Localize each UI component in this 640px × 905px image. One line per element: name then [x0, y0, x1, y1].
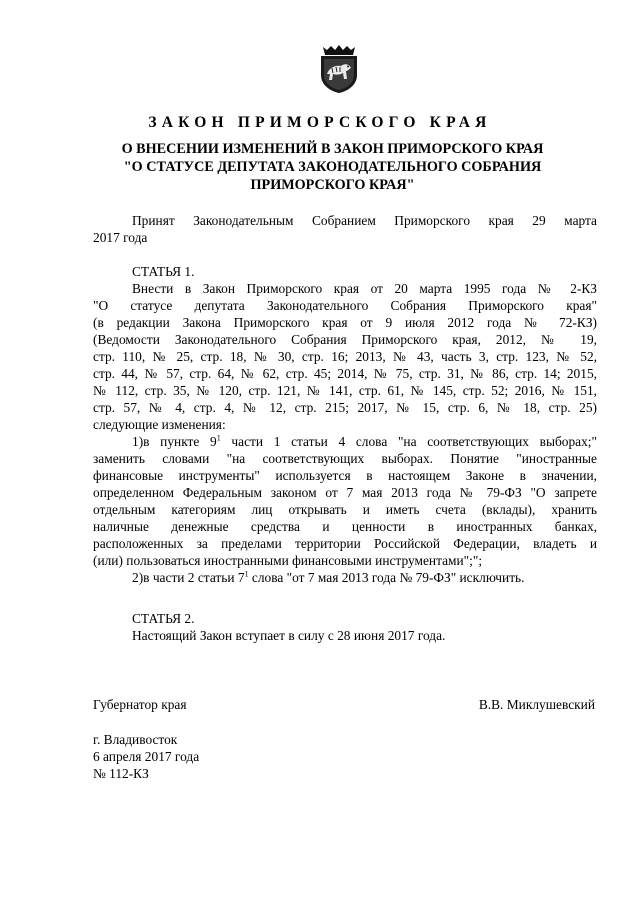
article-text-line: следующие изменения:: [93, 417, 226, 432]
article-text-line: "О статусе депутата Законодательного Собрания Приморского края": [93, 298, 597, 313]
amendment-text: 1)в пункте 9: [132, 434, 217, 449]
law-title: ЗАКОН ПРИМОРСКОГО КРАЯ: [148, 114, 492, 131]
heading-line: ПРИМОРСКОГО КРАЯ": [250, 177, 415, 193]
city: г. Владивосток: [93, 732, 178, 747]
law-number: № 112-КЗ: [93, 766, 149, 781]
amendment-item-1: [93, 433, 597, 450]
article-label: СТАТЬЯ 1.: [132, 264, 195, 279]
adoption-line: Принят Законодательным Собранием Приморского края 29 марта: [132, 213, 597, 228]
heading-line: "О СТАТУСЕ ДЕПУТАТА ЗАКОНОДАТЕЛЬНОГО СОБРАНИЯ: [123, 159, 542, 175]
signatory-position: Губернатор края: [93, 697, 187, 712]
article-text-line: № 112, стр. 35, № 120, стр. 121, № 141, стр. 61, № 145, стр. 52; 2016, № 151,: [93, 383, 597, 398]
amendment-text-line: заменить словами "на соответствующих выборах. Понятие "иностранные: [93, 451, 597, 466]
article-text-line: Настоящий Закон вступает в силу с 28 июня 2017 года.: [132, 628, 446, 643]
amendment-text-line: (или) пользоваться иностранными финансовыми инструментами";";: [93, 553, 483, 568]
amendment-text: 2)в части 2 статьи 7: [132, 570, 245, 585]
coat-of-arms-icon: [318, 44, 360, 94]
article-2: [93, 610, 597, 644]
article-text-line: (в редакции Закона Приморского края от 9 июля 2012 года № 72-КЗ): [93, 315, 597, 330]
amendment-text: слова "от 7 мая 2013 года № 79-ФЗ" исключить.: [248, 570, 525, 585]
amendment-text-line: финансовые инструменты" используется в настоящем Законе в значении,: [93, 468, 597, 483]
place-and-date: [93, 731, 199, 782]
article-text-line: Внести в Закон Приморского края от 20 марта 1995 года № 2-КЗ: [132, 281, 597, 296]
amendment-text: части 1 статьи 4 слова "на соответствующих выборах;": [220, 434, 597, 449]
date: 6 апреля 2017 года: [93, 749, 200, 764]
adoption-line: 2017 года: [93, 230, 148, 245]
amendment-item-2: [93, 569, 597, 586]
amendment-text-line: расположенных за пределами территории Российской Федерации, владеть и: [93, 536, 597, 551]
adoption-note: [93, 212, 597, 246]
article-1: [93, 263, 597, 586]
amendment-text-line: отдельным категориям лиц открывать и иметь счета (вклады), хранить: [93, 502, 597, 517]
superscript: 1: [216, 433, 221, 443]
article-text-line: стр. 110, № 25, стр. 18, № 30, стр. 16; 2013, № 43, часть 3, стр. 123, № 52,: [93, 349, 597, 364]
amendment-text-line: наличные денежные средства и ценности в иностранных банках,: [93, 519, 597, 534]
signatory-name: В.В. Миклушевский: [478, 697, 595, 712]
superscript: 1: [244, 569, 249, 579]
article-text-line: стр. 44, № 57, стр. 64, № 62, стр. 45; 2014, № 75, стр. 31, № 86, стр. 14; 2015,: [93, 366, 597, 381]
article-label: СТАТЬЯ 2.: [132, 611, 195, 626]
article-text-line: (Ведомости Законодательного Собрания Приморского края, 2012, № 19,: [93, 332, 597, 347]
heading-line: О ВНЕСЕНИИ ИЗМЕНЕНИЙ В ЗАКОН ПРИМОРСКОГО КРАЯ: [121, 141, 544, 157]
law-heading: [80, 140, 585, 194]
article-text-line: стр. 57, № 4, стр. 4, № 12, стр. 215; 2017, № 15, стр. 6, № 18, стр. 25): [93, 400, 597, 415]
amendment-text-line: определенном Федеральным законом от 7 мая 2013 года № 79-ФЗ "О запрете: [93, 485, 597, 500]
